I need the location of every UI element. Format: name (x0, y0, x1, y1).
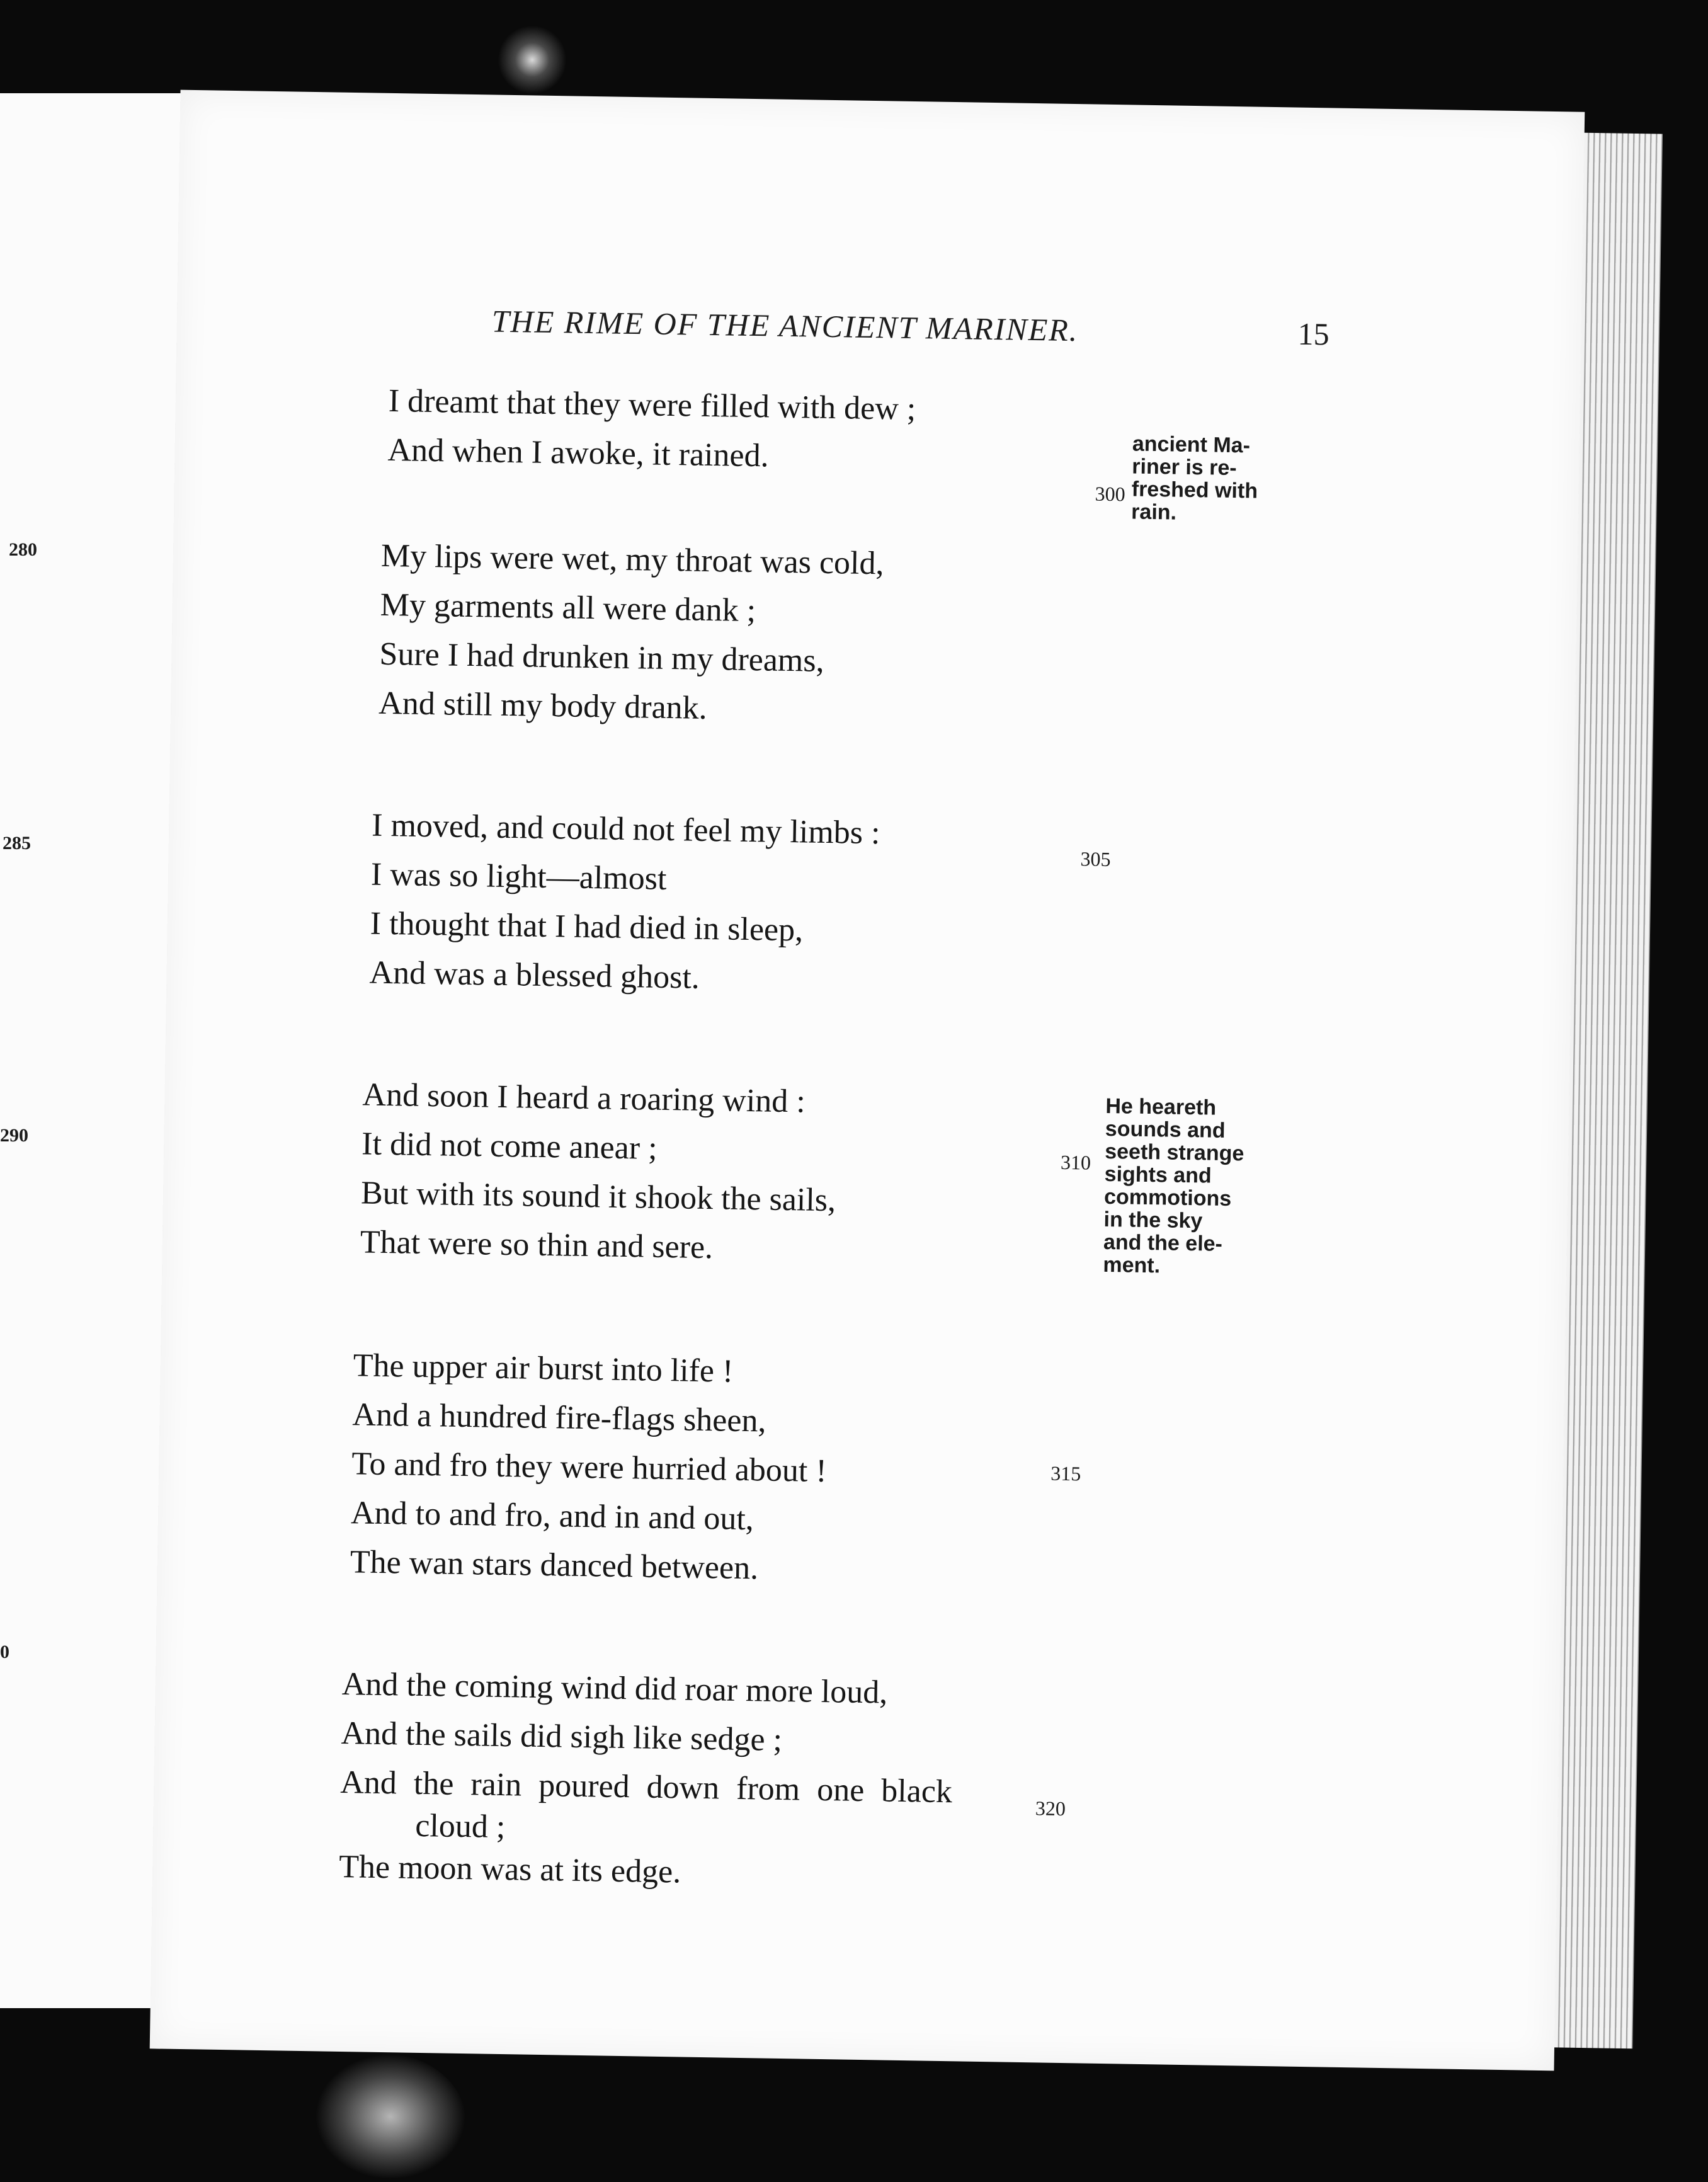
verse-line: My lips were wet, my throat was cold, (380, 537, 884, 582)
gloss-line: ment. (1103, 1252, 1161, 1278)
marginal-gloss (1131, 432, 1328, 526)
stanza (350, 1341, 1235, 1601)
verse-line: The upper air burst into life ! (353, 1347, 734, 1390)
line-number: 320 (1035, 1796, 1066, 1820)
verse-line: The wan stars danced between. (350, 1544, 759, 1587)
verse-line: And when I awoke, it rained. (387, 431, 770, 474)
gloss-line: and the ele- (1103, 1230, 1223, 1256)
verse-line: My garments all were dank ; (380, 586, 756, 629)
marginal-gloss (1103, 1095, 1301, 1279)
running-head: THE RIME OF THE ANCIENT MARINER. (491, 303, 1079, 348)
line-number: 300 (1095, 482, 1125, 506)
verse-line: And the rain poured down from one black (339, 1764, 953, 1810)
verse-line: But with its sound it shook the sails, (360, 1175, 836, 1219)
verse-line: I dreamt that they were filled with dew ; (388, 382, 916, 428)
gloss-line: riner is re- (1132, 454, 1237, 481)
verse-line: The moon was at its edge. (338, 1848, 681, 1890)
facing-line-number: 0 (0, 1642, 9, 1662)
stanza (369, 801, 1254, 1012)
line-number: 315 (1050, 1461, 1081, 1485)
verse-line: And a hundred fire-flags sheen, (352, 1397, 766, 1439)
verse-line: It did not come anear ; (361, 1126, 658, 1167)
page-number: 15 (1297, 316, 1330, 352)
book-page (150, 90, 1585, 2071)
verse-line: And to and fro, and in and out, (350, 1495, 754, 1538)
line-number: 310 (1060, 1150, 1091, 1174)
light-glare (498, 25, 567, 94)
gloss-line: ancient Ma- (1132, 431, 1251, 458)
verse-line: Sure I had drunken in my dreams, (379, 636, 825, 679)
gloss-line: sounds and (1105, 1116, 1226, 1143)
gloss-line: freshed with (1131, 477, 1258, 503)
verse-line: To and fro they were hurried about ! (351, 1446, 828, 1490)
verse-line: That were so thin and sere. (360, 1224, 714, 1266)
verse-line: I thought that I had died in sleep, (370, 905, 804, 949)
gloss-line: sights and (1104, 1162, 1212, 1188)
verse-line: And soon I heard a roaring wind : (362, 1077, 806, 1120)
gloss-line: in the sky (1103, 1207, 1203, 1233)
facing-line-number: 290 (0, 1125, 28, 1146)
facing-line-number: 280 (9, 539, 37, 560)
verse-line: And the coming wind did roar more loud, (341, 1666, 888, 1711)
gloss-line: He heareth (1105, 1094, 1217, 1120)
verse-line: I was so light—almost (370, 856, 667, 897)
gloss-line: commotions (1103, 1184, 1232, 1211)
verse-line: And the sails did sigh like sedge ; (341, 1715, 783, 1759)
facing-line-number: 285 (3, 833, 31, 854)
verse-line-continuation: cloud ; (414, 1807, 506, 1846)
gloss-line: seeth strange (1104, 1139, 1244, 1166)
verse-line: And was a blessed ghost. (369, 954, 700, 996)
stanza (379, 532, 1263, 742)
gloss-line: rain. (1130, 500, 1177, 525)
verse-line: And still my body drank. (378, 685, 708, 726)
stanza (339, 1660, 1224, 1905)
line-number: 305 (1080, 847, 1111, 871)
verse-line: I moved, and could not feel my limbs : (371, 807, 880, 852)
